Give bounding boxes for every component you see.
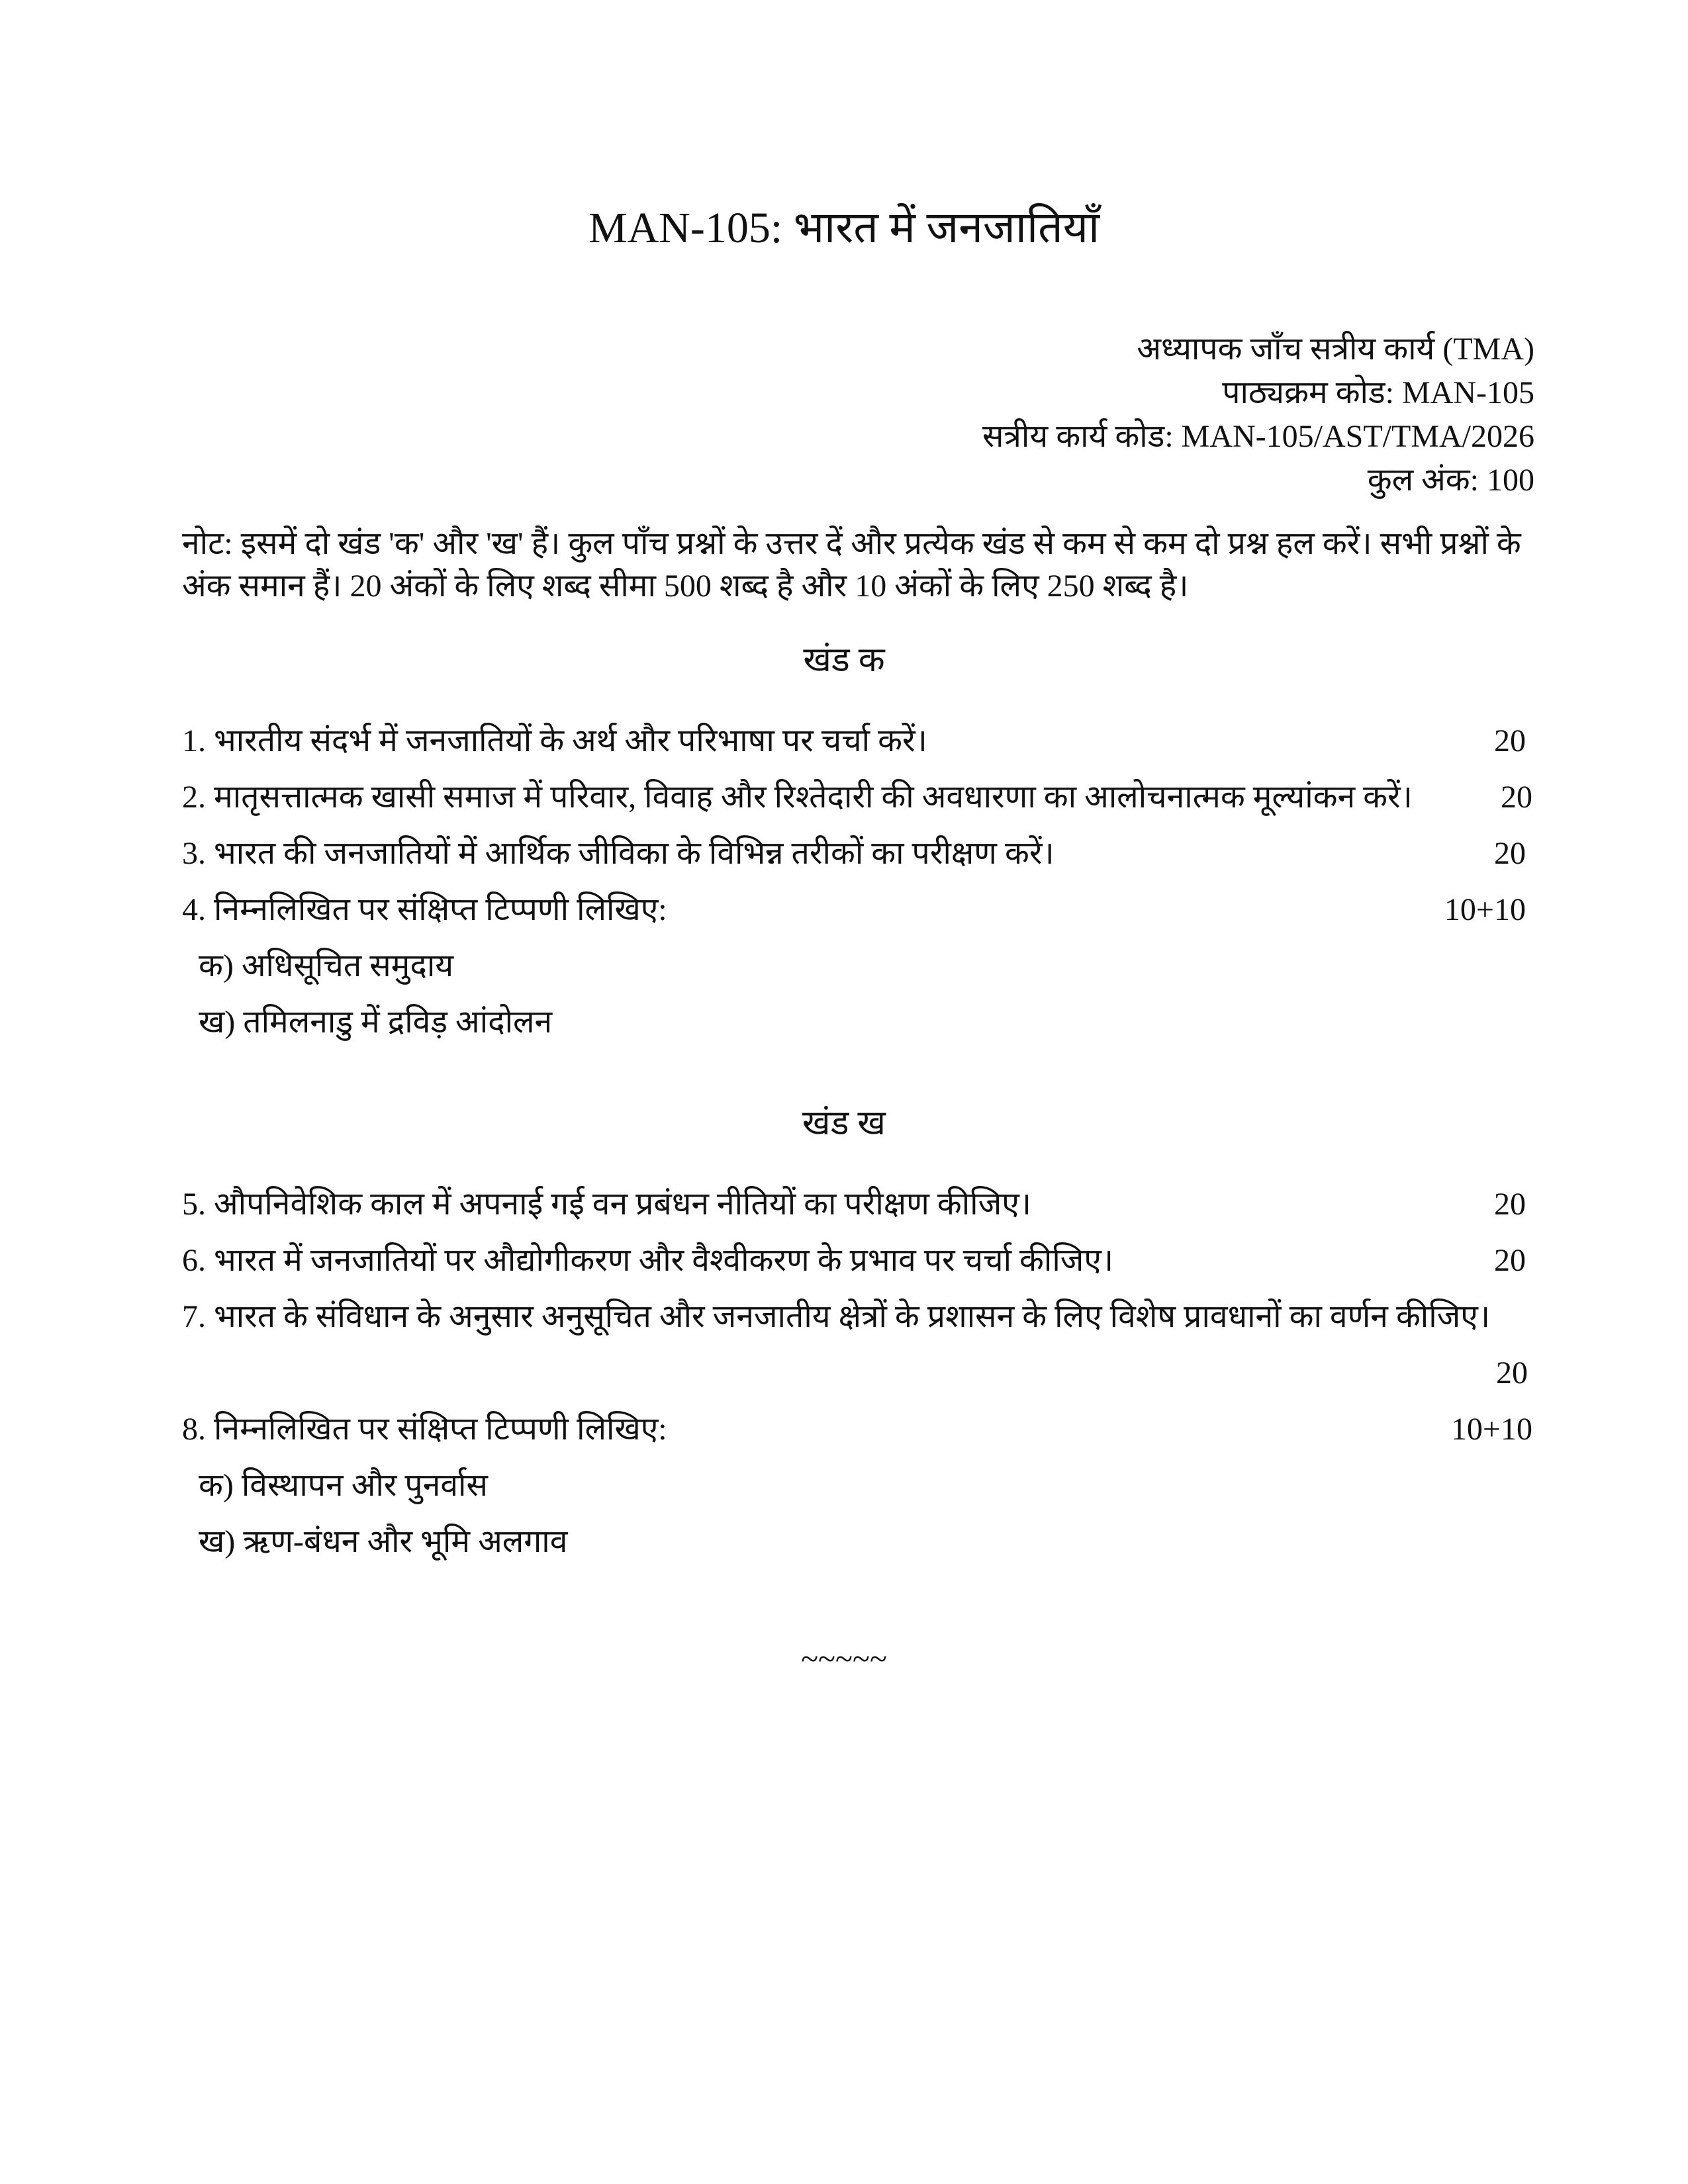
- question-8-sub-b: ख) ऋण-बंधन और भूमि अलगाव: [199, 1524, 568, 1559]
- question-marks: 20: [1494, 1187, 1526, 1222]
- question-4-sub-b: ख) तमिलनाडु में द्रविड़ आंदोलन: [199, 1005, 553, 1040]
- section-a-heading: खंड क: [803, 641, 885, 679]
- assignment-code: सत्रीय कार्य कोड: MAN-105/AST/TMA/2026: [982, 419, 1534, 454]
- question-marks: 20: [1494, 723, 1526, 758]
- question-7-marks: 20: [1496, 1355, 1528, 1390]
- page-title: MAN-105: भारत में जनजातियाँ: [588, 204, 1100, 252]
- assignment-meta: [982, 328, 1534, 502]
- total-marks: कुल अंक: 100: [1367, 463, 1534, 498]
- question-marks: 20: [1494, 836, 1526, 871]
- assignment-type: अध्यापक जाँच सत्रीय कार्य (TMA): [1137, 332, 1534, 367]
- question-text: 5. औपनिवेशिक काल में अपनाई गई वन प्रबंधन नीतियों का परीक्षण कीजिए।: [182, 1187, 1031, 1222]
- question-8-sub-a: क) विस्थापन और पुनर्वास: [199, 1468, 488, 1503]
- end-marker: ~~~~~: [801, 1641, 887, 1676]
- course-code: पाठ्यक्रम कोड: MAN-105: [1222, 375, 1534, 410]
- question-text: 3. भारत की जनजातियों में आर्थिक जीविका के विभिन्न तरीकों का परीक्षण करें।: [182, 836, 1055, 871]
- question-text: 8. निम्नलिखित पर संक्षिप्त टिप्पणी लिखिए:: [182, 1412, 667, 1447]
- question-text: 1. भारतीय संदर्भ में जनजातियों के अर्थ और परिभाषा पर चर्चा करें।: [182, 723, 927, 758]
- question-4-sub-a: क) अधिसूचित समुदाय: [199, 948, 454, 983]
- question-text: 7. भारत के संविधान के अनुसार अनुसूचित और जनजातीय क्षेत्रों के प्रशासन के लिए विशेष प्रावधानों का वर्णन कीजिए।: [182, 1299, 1491, 1334]
- question-marks: 20: [1494, 1243, 1526, 1278]
- section-b-heading: खंड ख: [802, 1105, 886, 1142]
- question-marks: 10+10: [1450, 1412, 1532, 1447]
- question-text: 2. मातृसत्तात्मक खासी समाज में परिवार, विवाह और रिश्तेदारी की अवधारणा का आलोचनात्मक मूल्यांकन करें।: [182, 780, 1413, 815]
- question-marks: 10+10: [1444, 892, 1526, 927]
- instructions-note: नोट: इसमें दो खंड 'क' और 'ख' हैं। कुल पाँच प्रश्नों के उत्तर दें और प्रत्येक खंड से कम से कम दो प्रश्न हल करें। सभी प्रश्नों के अंक समान हैं। 20 अंकों के लिए शब्द सीमा 500 शब्द है और 10 अंकों के लिए 250 शब्द है।: [182, 526, 1521, 604]
- question-marks: 20: [1501, 780, 1532, 815]
- question-text: 4. निम्नलिखित पर संक्षिप्त टिप्पणी लिखिए:: [182, 892, 667, 927]
- question-text: 6. भारत में जनजातियों पर औद्योगीकरण और वैश्वीकरण के प्रभाव पर चर्चा कीजिए।: [182, 1243, 1114, 1278]
